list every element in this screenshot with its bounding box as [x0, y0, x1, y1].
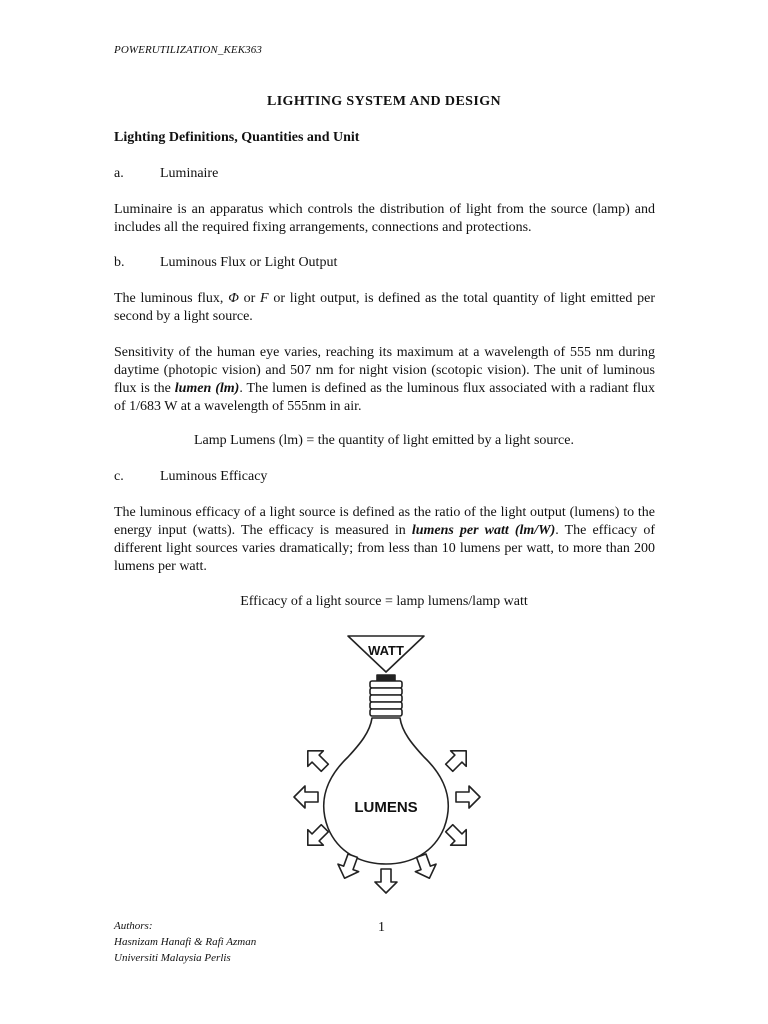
item-title: Luminous Efficacy: [160, 469, 268, 484]
authors-label: Authors:: [114, 920, 153, 932]
luminaire-paragraph: Luminaire is an apparatus which controls the distribution of light from the source (lamp) and includes all the required fixing arrangements, connections and protections.: [114, 202, 655, 235]
efficacy-text: . The efficacy of different light sources varies dramatically; from less than 10 lumens per watt, to more than 200 lumens per watt.: [114, 523, 656, 574]
flux-paragraph-1: [114, 290, 655, 326]
flux-text: or light output, is defined as the total quantity of light emitted per second by a light source.: [114, 291, 655, 324]
arrow-icon: [300, 743, 333, 776]
efficacy-text: The luminous efficacy of a light source is defined as the ratio of the light output (lumens) to the energy input (watts). The efficacy is measured in: [114, 505, 655, 538]
flux-text: . The lumen is defined as the luminous flux associated with a radiant flux of 1/683 W at a wavelength of 555nm in air.: [114, 381, 655, 414]
efficacy-paragraph: [114, 504, 655, 576]
item-letter: b.: [114, 255, 125, 270]
bulb-glass-icon: [324, 718, 449, 864]
light-bulb-diagram: [286, 632, 488, 902]
lamp-lumens-equation: Lamp Lumens (lm) = the quantity of light emitted by a light source.: [194, 433, 574, 448]
efficacy-unit: lumens per watt (lm/W): [411, 523, 556, 538]
watt-label: WATT: [368, 643, 404, 658]
flux-text: or: [238, 291, 261, 306]
item-letter: c.: [114, 469, 124, 484]
arrow-icon: [294, 786, 318, 808]
lumen-unit: lumen (lm): [174, 381, 240, 396]
arrow-icon: [456, 786, 480, 808]
item-title: Luminous Flux or Light Output: [160, 255, 338, 270]
phi-symbol: Φ: [228, 291, 239, 306]
course-code: POWERUTILIZATION_KEK363: [114, 44, 262, 56]
institution: Universiti Malaysia Perlis: [114, 952, 231, 964]
flux-text: Sensitivity of the human eye varies, reaching its maximum at a wavelength of 555 nm during daytime (photopic vision) and 507 nm for night vision (scotopic vision). The unit of luminous flux is the: [114, 345, 655, 396]
item-c-heading: [114, 469, 267, 485]
flux-paragraph-2: [114, 344, 655, 416]
item-a-heading: [114, 166, 218, 182]
footer-authors: [114, 918, 256, 966]
efficacy-equation: Efficacy of a light source = lamp lumens/lamp watt: [240, 594, 528, 609]
bulb-base-icon: [370, 675, 402, 716]
arrow-icon: [441, 820, 474, 853]
page-title: LIGHTING SYSTEM AND DESIGN: [266, 94, 502, 109]
page-number: 1: [378, 920, 385, 935]
f-symbol: F: [260, 291, 269, 306]
item-title: Luminaire: [160, 166, 219, 181]
section-heading: Lighting Definitions, Quantities and Unit: [114, 130, 360, 145]
authors-names: Hasnizam Hanafi & Rafi Azman: [114, 936, 257, 948]
arrow-icon: [375, 869, 397, 893]
item-letter: a.: [114, 166, 124, 181]
arrow-icon: [441, 743, 474, 776]
lumens-label: LUMENS: [354, 799, 418, 816]
flux-text: The luminous flux,: [114, 291, 229, 306]
item-b-heading: [114, 255, 337, 271]
